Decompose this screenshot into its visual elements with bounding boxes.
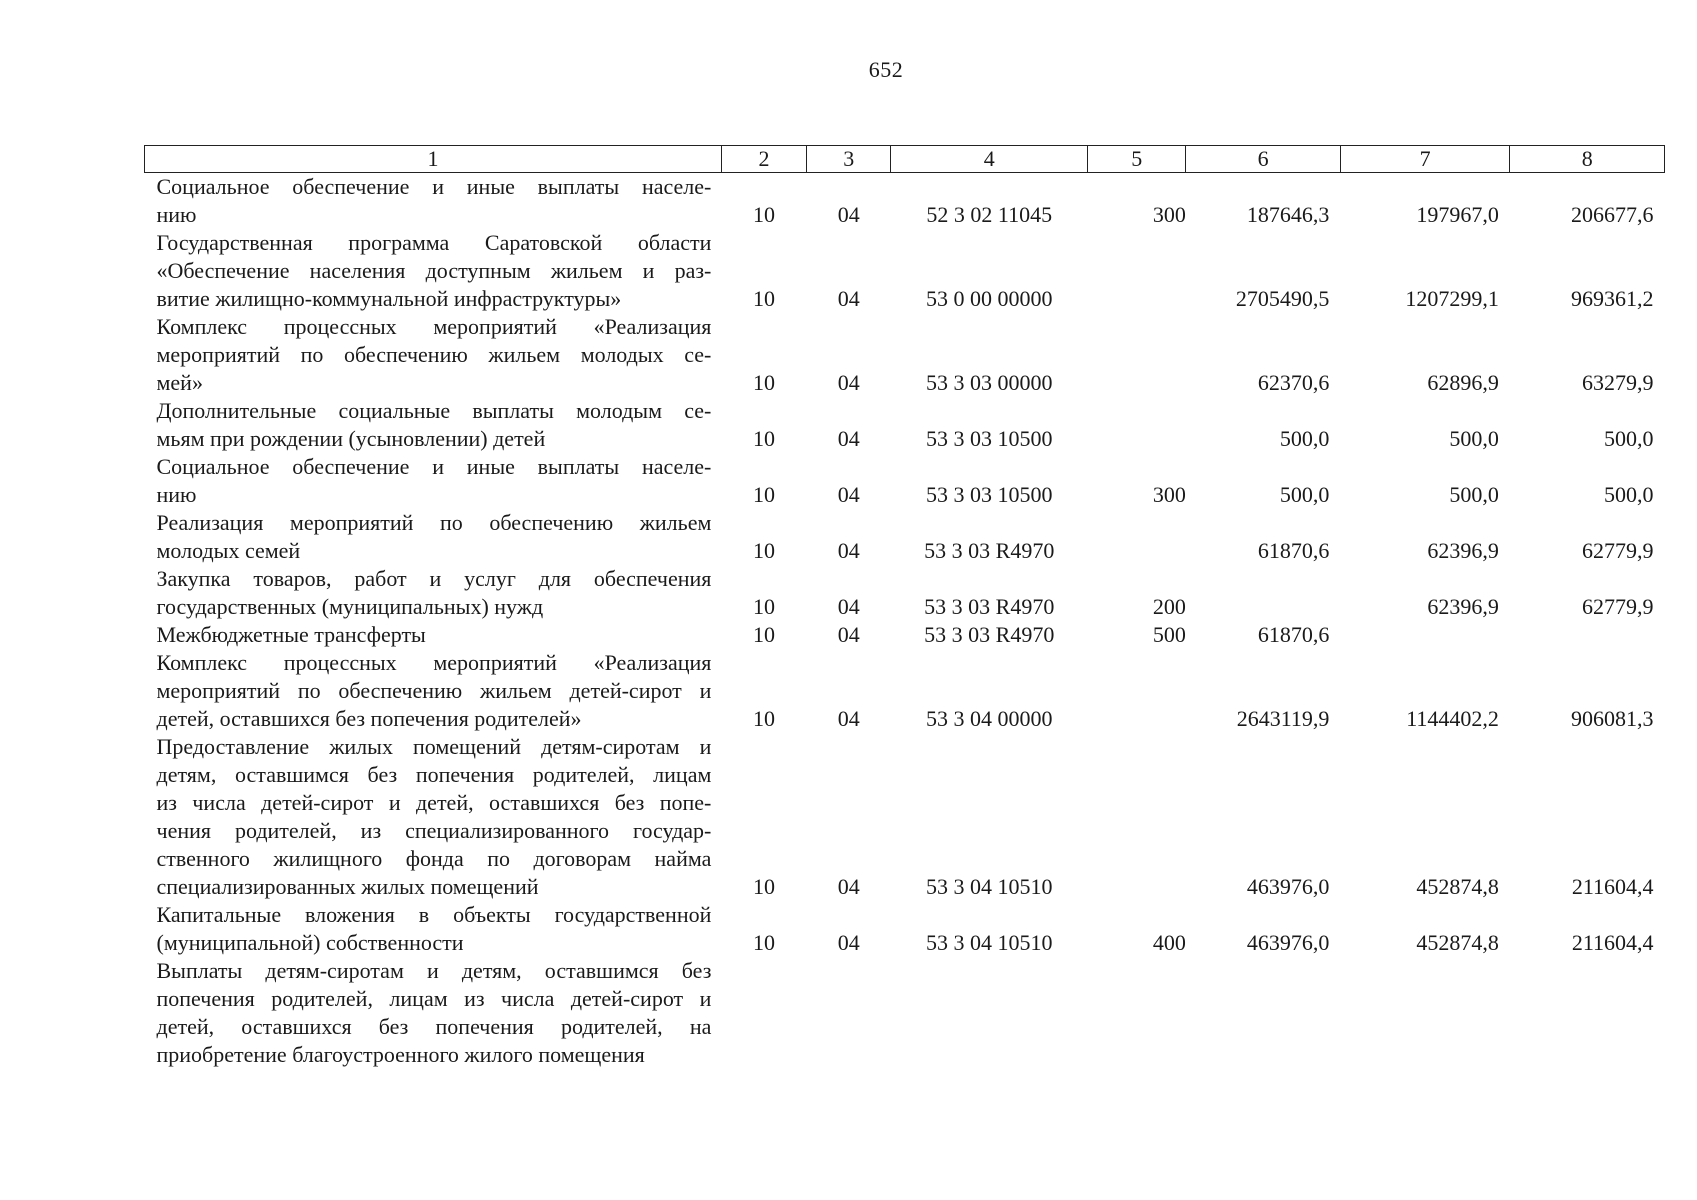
description-line: мероприятий по обеспечению жильем детей-сирот и <box>156 678 712 703</box>
amount-year-3: 211604,4 <box>1571 874 1654 899</box>
table-row <box>145 397 1665 453</box>
amount-year-2: 452874,8 <box>1416 874 1499 899</box>
subsection-code <box>807 957 891 1069</box>
column-header-4: 4 <box>891 146 1088 173</box>
description-line: молодых семей <box>156 538 301 563</box>
description-line: Социальное обеспечение и иные выплаты населе- <box>156 174 712 199</box>
expense-type-code: 300 <box>1152 482 1186 507</box>
subsection-code: 04 <box>837 622 860 647</box>
expense-type-code <box>1088 649 1186 733</box>
target-article-code: 53 3 04 10510 <box>925 930 1053 955</box>
expense-type-code <box>1088 509 1186 565</box>
amount-year-1: 500,0 <box>1279 482 1330 507</box>
description-line: мьям при рождении (усыновлении) детей <box>156 426 546 451</box>
target-article-code: 53 3 03 R4970 <box>924 538 1055 563</box>
description-line: Закупка товаров, работ и услуг для обеспечения <box>156 566 712 591</box>
target-article-code: 52 3 02 11045 <box>926 202 1053 227</box>
amount-year-3: 500,0 <box>1604 426 1654 451</box>
table-row <box>145 733 1665 901</box>
description-line: детей, оставшихся без попечения родителей, на <box>156 1014 712 1039</box>
target-article-code: 53 3 03 10500 <box>925 426 1053 451</box>
target-article-code: 53 3 04 10510 <box>925 874 1053 899</box>
table-row <box>145 957 1665 1069</box>
description-line: Предоставление жилых помещений детям-сиротам и <box>156 734 712 759</box>
amount-year-2: 1207299,1 <box>1405 286 1499 311</box>
column-header-6: 6 <box>1186 146 1341 173</box>
target-article-code <box>891 957 1088 1069</box>
amount-year-2 <box>1340 957 1510 1069</box>
section-code: 10 <box>753 202 776 227</box>
amount-year-2: 500,0 <box>1449 482 1499 507</box>
description-line: витие жилищно-коммунальной инфраструктуры» <box>156 286 622 311</box>
section-code: 10 <box>753 594 776 619</box>
expense-type-code: 300 <box>1152 202 1186 227</box>
amount-year-1: 463976,0 <box>1246 874 1330 899</box>
description-line: нию <box>156 202 197 227</box>
section-code: 10 <box>753 622 776 647</box>
table-row <box>145 565 1665 621</box>
description-line: мероприятий по обеспечению жильем молодых се- <box>156 342 712 367</box>
subsection-code: 04 <box>837 286 860 311</box>
description-line: ственного жилищного фонда по договорам найма <box>156 846 712 871</box>
description-line: Социальное обеспечение и иные выплаты населе- <box>156 454 712 479</box>
row-description <box>145 733 722 901</box>
row-description <box>145 229 722 313</box>
target-article-code: 53 3 03 R4970 <box>924 622 1055 647</box>
amount-year-2: 1144402,2 <box>1406 706 1499 731</box>
description-line: приобретение благоустроенного жилого помещения <box>156 1042 645 1067</box>
table-row <box>145 621 1665 649</box>
target-article-code: 53 0 00 00000 <box>925 286 1053 311</box>
subsection-code: 04 <box>837 594 860 619</box>
target-article-code: 53 3 04 00000 <box>925 706 1053 731</box>
amount-year-3 <box>1510 957 1665 1069</box>
expense-type-code <box>1088 957 1186 1069</box>
section-code: 10 <box>753 930 776 955</box>
column-header-5: 5 <box>1088 146 1186 173</box>
description-line: Выплаты детям-сиротам и детям, оставшимся без <box>156 958 712 983</box>
description-line: Реализация мероприятий по обеспечению жильем <box>156 510 712 535</box>
section-code <box>721 957 806 1069</box>
subsection-code: 04 <box>837 482 860 507</box>
amount-year-2: 500,0 <box>1449 426 1499 451</box>
description-line: Комплекс процессных мероприятий «Реализация <box>156 650 712 675</box>
column-header-3: 3 <box>807 146 891 173</box>
row-description <box>145 313 722 397</box>
description-line: чения родителей, из специализированного государ- <box>156 818 712 843</box>
amount-year-1: 500,0 <box>1279 426 1330 451</box>
target-article-code: 53 3 03 10500 <box>925 482 1053 507</box>
description-line: Капитальные вложения в объекты государственной <box>156 902 712 927</box>
row-description <box>145 453 722 509</box>
amount-year-2: 62896,9 <box>1427 370 1499 395</box>
amount-year-2: 197967,0 <box>1416 202 1499 227</box>
row-description <box>145 173 722 230</box>
row-description <box>145 901 722 957</box>
amount-year-1: 2643119,9 <box>1236 706 1330 731</box>
expense-type-code <box>1088 397 1186 453</box>
description-line: Комплекс процессных мероприятий «Реализация <box>156 314 712 339</box>
amount-year-2 <box>1340 621 1510 649</box>
amount-year-1: 62370,6 <box>1257 370 1330 395</box>
description-line: попечения родителей, лицам из числа детей-сирот и <box>156 986 712 1011</box>
description-line: нию <box>156 482 197 507</box>
expense-type-code: 400 <box>1152 930 1186 955</box>
amount-year-3: 63279,9 <box>1582 370 1654 395</box>
amount-year-1: 2705490,5 <box>1235 286 1330 311</box>
expense-type-code: 200 <box>1152 594 1186 619</box>
row-description <box>145 957 722 1069</box>
subsection-code: 04 <box>837 874 860 899</box>
target-article-code: 53 3 03 00000 <box>925 370 1053 395</box>
section-code: 10 <box>753 874 776 899</box>
section-code: 10 <box>753 286 776 311</box>
description-line: детям, оставшимся без попечения родителей, лицам <box>156 762 712 787</box>
amount-year-2: 62396,9 <box>1427 538 1499 563</box>
table-row <box>145 313 1665 397</box>
amount-year-1: 463976,0 <box>1246 930 1330 955</box>
table-header <box>145 146 1665 173</box>
amount-year-1: 61870,6 <box>1257 622 1330 647</box>
subsection-code: 04 <box>837 426 860 451</box>
table-body <box>145 173 1665 1070</box>
description-line: «Обеспечение населения доступным жильем и раз- <box>156 258 712 283</box>
description-line: Государственная программа Саратовской области <box>156 230 712 255</box>
table-row <box>145 229 1665 313</box>
table-row <box>145 173 1665 230</box>
amount-year-1: 61870,6 <box>1257 538 1330 563</box>
row-description <box>145 509 722 565</box>
description-line: государственных (муниципальных) нужд <box>156 594 544 619</box>
column-header-8: 8 <box>1510 146 1665 173</box>
section-code: 10 <box>753 426 776 451</box>
column-header-7: 7 <box>1340 146 1510 173</box>
column-header-2: 2 <box>721 146 806 173</box>
budget-table <box>144 145 1665 1069</box>
table-row <box>145 649 1665 733</box>
expense-type-code <box>1088 313 1186 397</box>
description-line: Дополнительные социальные выплаты молодым се- <box>156 398 712 423</box>
section-code: 10 <box>753 538 776 563</box>
section-code: 10 <box>753 370 776 395</box>
subsection-code: 04 <box>837 202 860 227</box>
expense-type-code <box>1088 733 1186 901</box>
column-header-1: 1 <box>145 146 722 173</box>
amount-year-3 <box>1510 621 1665 649</box>
subsection-code: 04 <box>837 538 860 563</box>
header-row <box>145 146 1665 173</box>
description-line: специализированных жилых помещений <box>156 874 539 899</box>
target-article-code: 53 3 03 R4970 <box>924 594 1055 619</box>
amount-year-3: 62779,9 <box>1582 594 1654 619</box>
row-description <box>145 621 722 649</box>
amount-year-1: 187646,3 <box>1246 202 1330 227</box>
amount-year-1 <box>1186 565 1341 621</box>
description-line: из числа детей-сирот и детей, оставшихся без попе- <box>156 790 712 815</box>
subsection-code: 04 <box>837 706 860 731</box>
section-code: 10 <box>753 706 776 731</box>
description-line: детей, оставшихся без попечения родителей» <box>156 706 582 731</box>
description-line: (муниципальной) собственности <box>156 930 464 955</box>
amount-year-3: 500,0 <box>1604 482 1654 507</box>
row-description <box>145 565 722 621</box>
description-line: Межбюджетные трансферты <box>156 622 426 647</box>
subsection-code: 04 <box>837 930 860 955</box>
amount-year-3: 969361,2 <box>1571 286 1654 311</box>
amount-year-1 <box>1186 957 1341 1069</box>
row-description <box>145 649 722 733</box>
amount-year-3: 211604,4 <box>1571 930 1654 955</box>
table-row <box>145 509 1665 565</box>
table-row <box>145 901 1665 957</box>
subsection-code: 04 <box>837 370 860 395</box>
amount-year-3: 906081,3 <box>1571 706 1654 731</box>
section-code: 10 <box>753 482 776 507</box>
amount-year-2: 452874,8 <box>1416 930 1499 955</box>
table-row <box>145 453 1665 509</box>
amount-year-2: 62396,9 <box>1427 594 1499 619</box>
expense-type-code <box>1088 229 1186 313</box>
expense-type-code: 500 <box>1152 622 1186 647</box>
amount-year-3: 62779,9 <box>1582 538 1654 563</box>
row-description <box>145 397 722 453</box>
amount-year-3: 206677,6 <box>1571 202 1654 227</box>
description-line: мей» <box>156 370 203 395</box>
page-number: 652 <box>868 57 904 82</box>
